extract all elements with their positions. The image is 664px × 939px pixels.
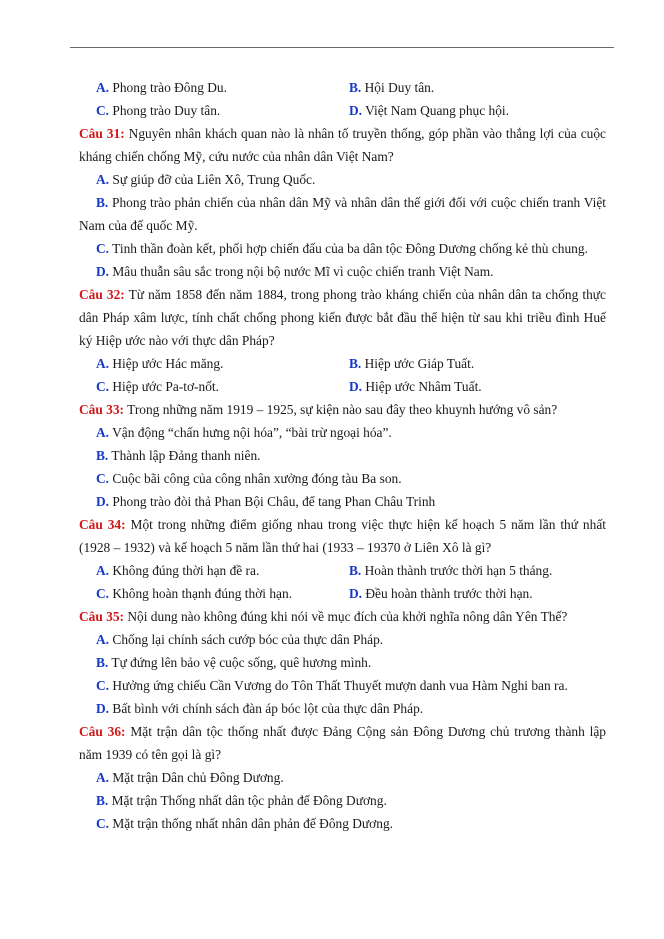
option-d: D. Phong trào đòi thả Phan Bội Châu, để tang Phan Châu Trinh xyxy=(96,494,436,509)
option-c: C. Không hoàn thạnh đúng thời hạn. xyxy=(96,586,293,601)
option-row xyxy=(79,99,606,122)
option-c: C. Phong trào Duy tân. xyxy=(96,103,221,118)
option-row xyxy=(79,76,606,99)
question-34: Câu 34: Một trong những điểm giống nhau trong việc thực hiện kế hoạch 5 năm lần thứ nhất (1928 – 1932) và kế hoạch 5 năm lần thứ hai (1933 – 19370 ở Liên Xô là gì? xyxy=(79,517,606,555)
question-36: Câu 36: Mặt trận dân tộc thống nhất được Đảng Cộng sản Đông Dương chủ trương thành lập năm 1939 có tên gọi là gì? xyxy=(79,724,606,762)
option-a: A. Mặt trận Dân chủ Đông Dương. xyxy=(96,770,284,785)
option-c: C. Hiệp ước Pa-tơ-nốt. xyxy=(96,379,219,394)
document-body xyxy=(79,76,606,835)
option-row xyxy=(79,375,606,398)
question-35: Câu 35: Nội dung nào không đúng khi nói về mục đích của khởi nghĩa nông dân Yên Thế? xyxy=(79,609,568,624)
option-a: A. Không đúng thời hạn đề ra. xyxy=(96,563,260,578)
option-a: A. Chống lại chính sách cướp bóc của thực dân Pháp. xyxy=(96,632,384,647)
option-d: D. Việt Nam Quang phục hội. xyxy=(349,103,509,118)
option-c: C. Mặt trận thống nhất nhân dân phản đế Đông Dương. xyxy=(96,816,393,831)
option-d: D. Đều hoàn thành trước thời hạn. xyxy=(349,586,533,601)
option-d: D. Mâu thuẫn sâu sắc trong nội bộ nước Mĩ vì cuộc chiến tranh Việt Nam. xyxy=(96,264,494,279)
question-32: Câu 32: Từ năm 1858 đến năm 1884, trong phong trào kháng chiến của nhân dân ta chống thực dân Pháp xâm lược, tính chất chống phong kiến được bắt đầu thể hiện từ sau khi triều đình Huế ký Hiệp ước nào với thực dân Pháp? xyxy=(79,287,606,348)
option-b: B. Thành lập Đảng thanh niên. xyxy=(96,448,261,463)
option-a: A. Sự giúp đỡ của Liên Xô, Trung Quốc. xyxy=(96,172,316,187)
option-b: B. Hoàn thành trước thời hạn 5 tháng. xyxy=(349,563,553,578)
header-rule xyxy=(70,47,614,48)
option-b: B. Phong trào phản chiến của nhân dân Mỹ và nhân dân thế giới đối với cuộc chiến tranh Việt Nam của đế quốc Mỹ. xyxy=(79,195,606,233)
option-a: A. Hiệp ước Hác măng. xyxy=(96,356,224,371)
option-c: C. Tinh thần đoàn kết, phối hợp chiến đấu của ba dân tộc Đông Dương chống kẻ thù chung. xyxy=(96,241,588,256)
option-d: D. Bất bình với chính sách đàn áp bóc lột của thực dân Pháp. xyxy=(96,701,424,716)
question-31: Câu 31: Nguyên nhân khách quan nào là nhân tố truyền thống, góp phần vào thắng lợi của cuộc kháng chiến chống Mỹ, cứu nước của nhân dân Việt Nam? xyxy=(79,126,606,164)
option-a: A. Vận động “chấn hưng nội hóa”, “bài trừ ngoại hóa”. xyxy=(96,425,392,440)
option-b: B. Mặt trận Thống nhất dân tộc phản đế Đông Dương. xyxy=(96,793,387,808)
option-d: D. Hiệp ước Nhâm Tuất. xyxy=(349,379,482,394)
option-b: B. Hội Duy tân. xyxy=(349,80,435,95)
option-c: C. Cuộc bãi công của công nhân xưởng đóng tàu Ba son. xyxy=(96,471,402,486)
option-c: C. Hưởng ứng chiếu Cần Vương do Tôn Thất Thuyết mượn danh vua Hàm Nghi ban ra. xyxy=(96,678,568,693)
question-33: Câu 33: Trong những năm 1919 – 1925, sự kiện nào sau đây theo khuynh hướng vô sản? xyxy=(79,402,558,417)
option-row xyxy=(79,352,606,375)
option-a: A. Phong trào Đông Du. xyxy=(96,80,227,95)
option-row xyxy=(79,559,606,582)
option-row xyxy=(79,582,606,605)
option-b: B. Tự đứng lên bảo vệ cuộc sống, quê hương mình. xyxy=(96,655,372,670)
option-b: B. Hiệp ước Giáp Tuất. xyxy=(349,356,475,371)
